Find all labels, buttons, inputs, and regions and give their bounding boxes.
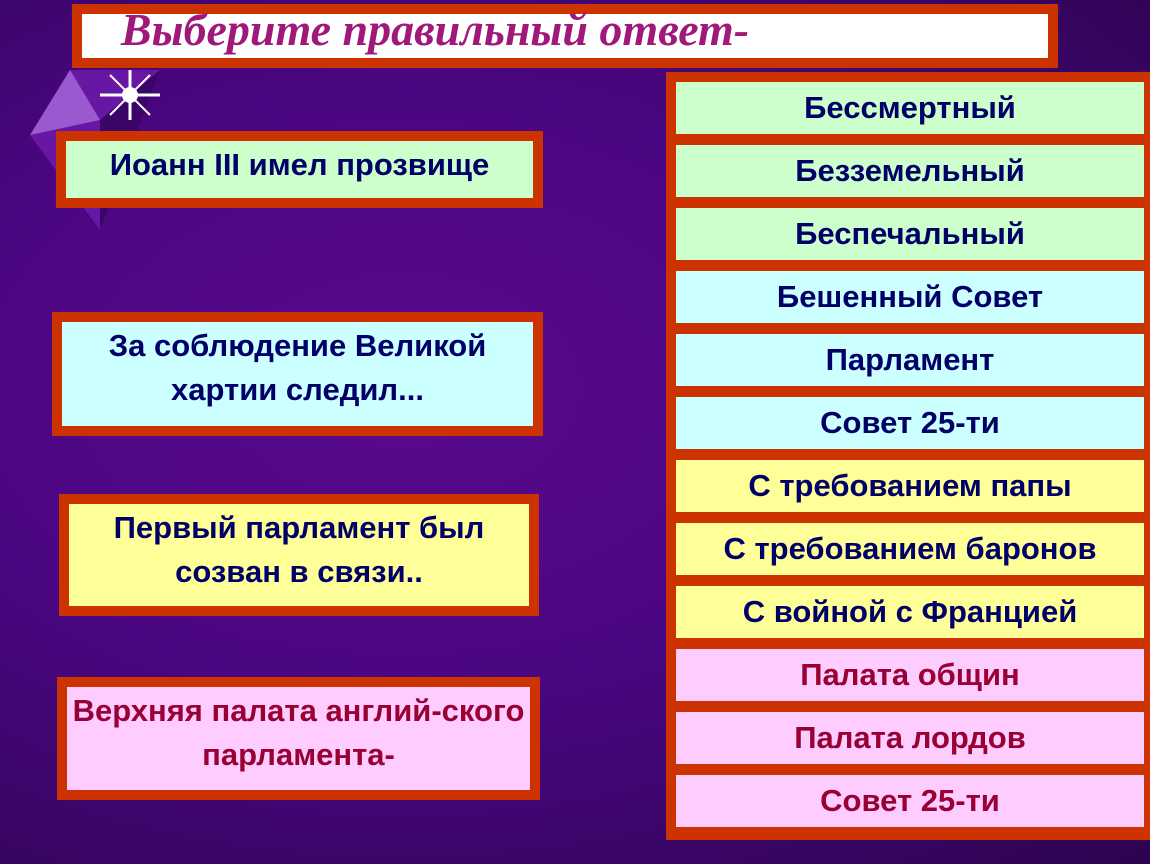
answer-option[interactable]: С требованием папы: [676, 460, 1144, 512]
answer-option[interactable]: С войной с Францией: [676, 586, 1144, 638]
answer-option[interactable]: Совет 25-ти: [676, 397, 1144, 449]
question-box-1[interactable]: [56, 131, 543, 208]
question-text: За соблюдение Великой хартии следил...: [62, 322, 533, 426]
answer-option[interactable]: Бессмертный: [676, 82, 1144, 134]
question-text: Верхняя палата англий-ского парламента-: [67, 687, 530, 790]
question-text: Иоанн III имел прозвище: [66, 141, 533, 198]
answer-option[interactable]: Палата лордов: [676, 712, 1144, 764]
answer-option[interactable]: Беспечальный: [676, 208, 1144, 260]
answer-option[interactable]: Парламент: [676, 334, 1144, 386]
answers-panel: [666, 72, 1150, 840]
answer-option[interactable]: Совет 25-ти: [676, 775, 1144, 827]
answer-option[interactable]: Палата общин: [676, 649, 1144, 701]
question-box-3[interactable]: [59, 494, 539, 616]
question-box-4[interactable]: [57, 677, 540, 800]
answer-option[interactable]: С требованием баронов: [676, 523, 1144, 575]
answer-option[interactable]: Бешенный Совет: [676, 271, 1144, 323]
title-banner: [72, 4, 1058, 68]
question-text: Первый парламент был созван в связи..: [69, 504, 529, 606]
page-title: Выберите правильный ответ-: [120, 3, 750, 55]
question-box-2[interactable]: [52, 312, 543, 436]
answer-option[interactable]: Безземельный: [676, 145, 1144, 197]
